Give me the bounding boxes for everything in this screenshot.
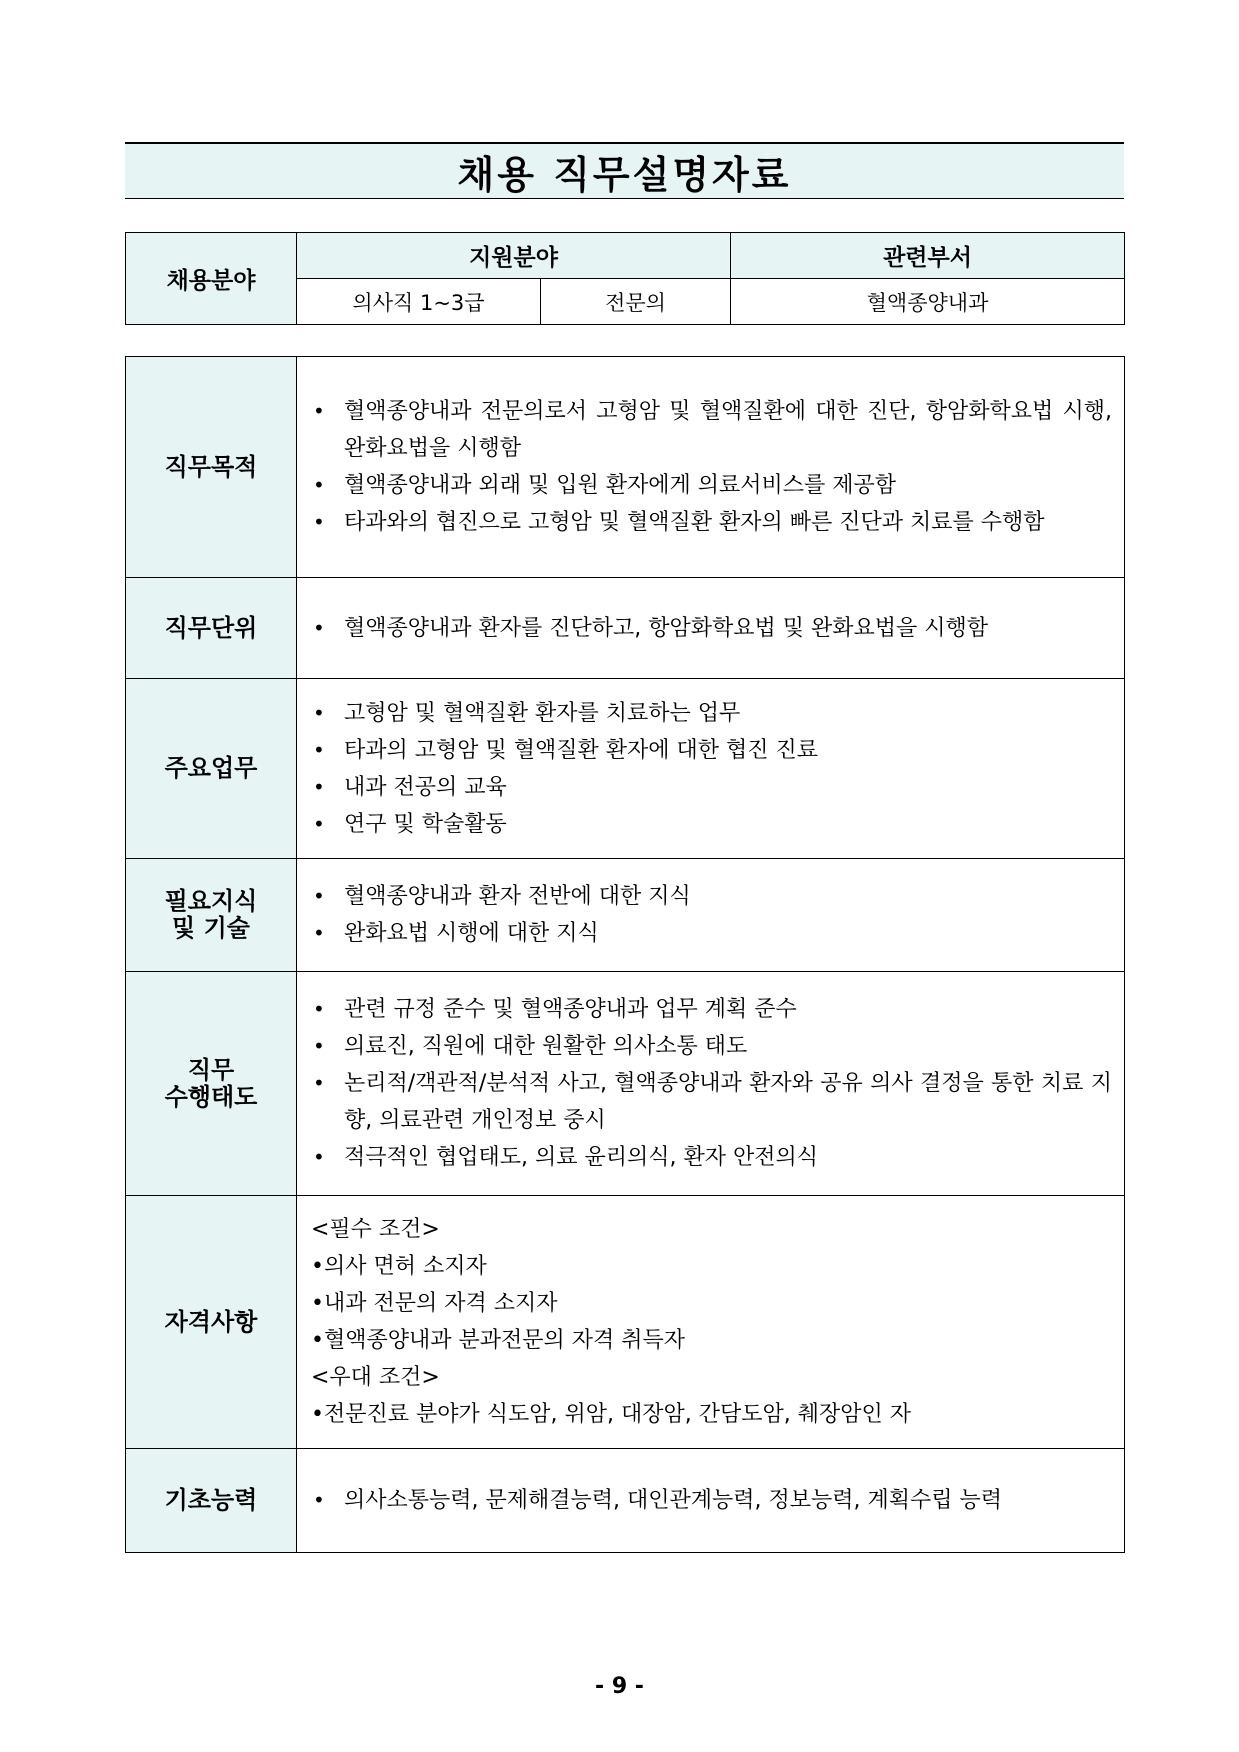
basic-competency-content [297,1449,1125,1553]
document-title: 채용 직무설명자료 [457,152,792,197]
list-item: • 혈액종양내과 환자를 진단하고, 항암화학요법 및 완화요법을 시행함 [311,610,1112,647]
required-knowledge-label-line2: 및 기술 [172,914,250,942]
apply-field-header: 지원분야 [297,233,731,279]
required-conditions-heading: <필수 조건> [311,1217,440,1242]
qualification-line: •전문진료 분야가 식도암, 위암, 대장암, 간담도암, 췌장암인 자 [311,1402,911,1427]
job-purpose-label: 직무목적 [126,357,297,578]
preferred-conditions-heading: <우대 조건> [311,1365,440,1390]
list-item: • 의사소통능력, 문제해결능력, 대인관계능력, 정보능력, 계획수립 능력 [311,1482,1112,1519]
job-purpose-content [297,357,1125,578]
qualifications-content [297,1196,1125,1449]
page-number: - 9 - [595,1674,644,1699]
work-attitude-label-line2: 수행태도 [164,1082,258,1111]
recruitment-field-label: 채용분야 [126,233,297,325]
job-unit-row [126,578,1125,679]
basic-competency-row [126,1449,1125,1553]
job-purpose-row [126,357,1125,578]
list-item: • 내과 전공의 교육 [311,769,1112,806]
list-item: • 타과의 고형암 및 혈액질환 환자에 대한 협진 진료 [311,732,1112,769]
list-item: • 적극적인 협업태도, 의료 윤리의식, 환자 안전의식 [311,1139,1112,1176]
job-unit-label: 직무단위 [126,578,297,679]
list-item: • 연구 및 학술활동 [311,806,1112,843]
related-department-header: 관련부서 [731,233,1125,279]
main-duties-row [126,679,1125,859]
work-attitude-label [126,972,297,1196]
main-duties-content [297,679,1125,859]
department-value: 혈액종양내과 [731,279,1125,325]
qualification-line: •의사 면허 소지자 [311,1254,487,1279]
list-item: • 의료진, 직원에 대한 원활한 의사소통 태도 [311,1028,1112,1065]
list-item: • 혈액종양내과 전문의로서 고형암 및 혈액질환에 대한 진단, 항암화학요법 시행, 완화요법을 시행함 [311,393,1112,467]
required-knowledge-row [126,859,1125,972]
required-knowledge-content [297,859,1125,972]
required-knowledge-label [126,859,297,972]
list-item: • 관련 규정 준수 및 혈액종양내과 업무 계획 준수 [311,991,1112,1028]
role-value: 전문의 [541,279,731,325]
required-knowledge-label-line1: 필요지식 [164,887,258,915]
list-item: • 고형암 및 혈액질환 환자를 치료하는 업무 [311,695,1112,732]
list-item: • 혈액종양내과 환자 전반에 대한 지식 [311,878,1112,915]
qualifications-label: 자격사항 [126,1196,297,1449]
main-duties-label: 주요업무 [126,679,297,859]
list-item: • 혈액종양내과 외래 및 입원 환자에게 의료서비스를 제공함 [311,467,1112,504]
position-grade-value: 의사직 1~3급 [297,279,541,325]
document-title-banner [125,142,1124,199]
qualification-line: •혈액종양내과 분과전문의 자격 취득자 [311,1328,685,1353]
basic-competency-label: 기초능력 [126,1449,297,1553]
qualifications-row [126,1196,1125,1449]
work-attitude-content [297,972,1125,1196]
work-attitude-row [126,972,1125,1196]
job-description-table [125,356,1125,1553]
list-item: • 완화요법 시행에 대한 지식 [311,915,1112,952]
qualification-line: •내과 전문의 자격 소지자 [311,1291,558,1316]
job-unit-content [297,578,1125,679]
work-attitude-label-line1: 직무 [187,1055,235,1084]
list-item: • 타과와의 협진으로 고형암 및 혈액질환 환자의 빠른 진단과 치료를 수행함 [311,504,1112,541]
recruitment-field-table [125,232,1125,325]
list-item: • 논리적/객관적/분석적 사고, 혈액종양내과 환자와 공유 의사 결정을 통한 치료 지향, 의료관련 개인정보 중시 [311,1065,1112,1139]
